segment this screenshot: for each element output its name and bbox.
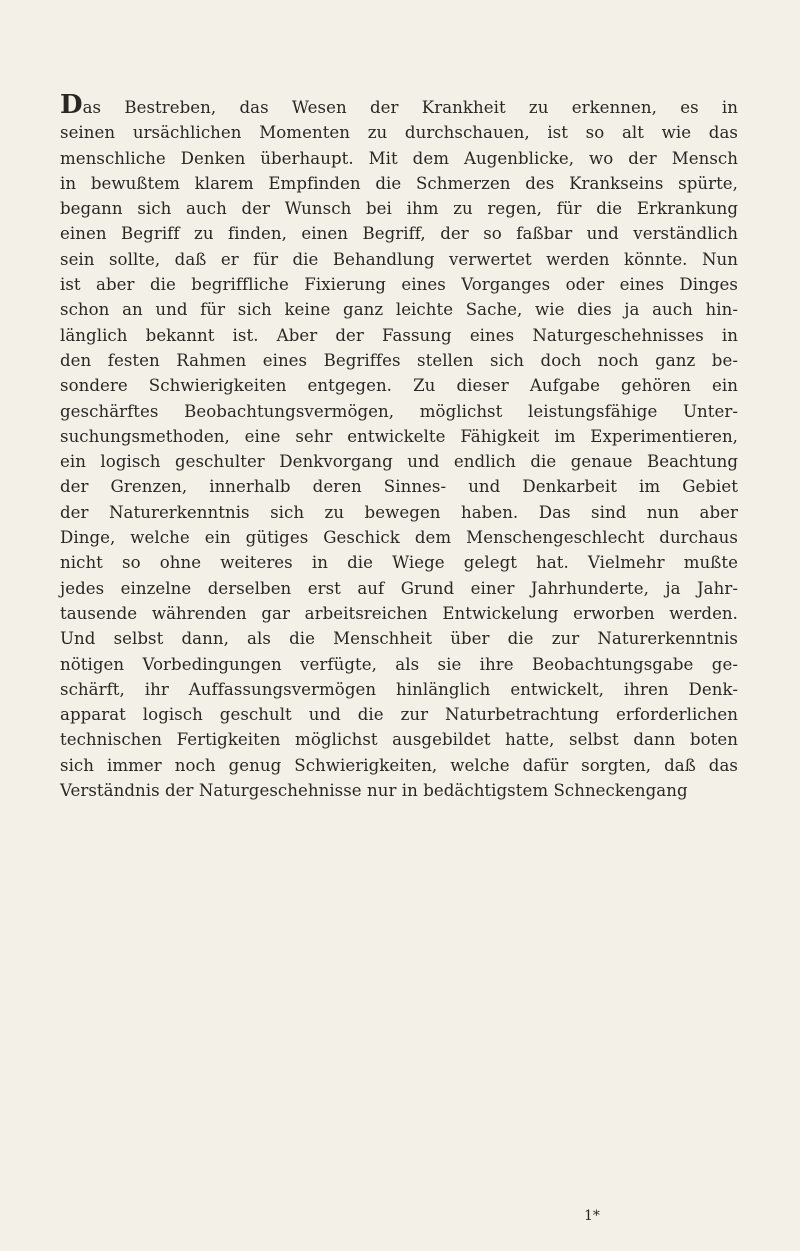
text-line: länglich bekannt ist. Aber der Fassung eines Naturgeschehnisses in: [60, 325, 738, 345]
text-line: Verständnis der Naturgeschehnisse nur in bedächtigstem Schneckengang: [60, 781, 688, 801]
text-line: der Naturerkenntnis sich zu bewegen haben. Das sind nun aber: [60, 502, 738, 522]
first-line-text: as Bestreben, das Wesen der Krankheit zu erkennen, es in: [82, 98, 738, 117]
text-line: sondere Schwierigkeiten entgegen. Zu dieser Aufgabe gehören ein: [60, 376, 738, 396]
text-line: technischen Fertigkeiten möglichst ausgebildet hatte, selbst dann boten: [60, 730, 738, 750]
body-text: [60, 90, 738, 803]
text-line: in bewußtem klarem Empfinden die Schmerzen des Krankseins spürte,: [60, 173, 738, 193]
text-line: jedes einzelne derselben erst auf Grund einer Jahrhunderte, ja Jahr-: [60, 578, 738, 598]
text-line: der Grenzen, innerhalb deren Sinnes- und Denkarbeit im Gebiet: [60, 477, 738, 497]
text-line: schärft, ihr Auffassungsvermögen hinlänglich entwickelt, ihren Denk-: [60, 679, 738, 699]
text-line: einen Begriff zu finden, einen Begriff, der so faßbar und verständlich: [60, 224, 738, 244]
text-line: Und selbst dann, als die Menschheit über die zur Naturerkenntnis: [60, 629, 738, 649]
signature-mark: 1*: [584, 1208, 600, 1224]
text-line: suchungsmethoden, eine sehr entwickelte Fähigkeit im Experimentieren,: [60, 426, 738, 446]
text-line: nicht so ohne weiteres in die Wiege gelegt hat. Vielmehr mußte: [60, 553, 738, 573]
text-line: nötigen Vorbedingungen verfügte, als sie ihre Beobachtungsgabe ge-: [60, 654, 738, 674]
drop-cap: D: [60, 90, 83, 120]
text-line: ein logisch geschulter Denkvorgang und endlich die genaue Beachtung: [60, 452, 738, 472]
text-line: geschärftes Beobachtungsvermögen, möglichst leistungsfähige Unter-: [60, 401, 738, 421]
text-line: seinen ursächlichen Momenten zu durchschauen, ist so alt wie das: [60, 123, 738, 143]
text-line: den festen Rahmen eines Begriffes stellen sich doch noch ganz be-: [60, 350, 738, 370]
text-line: menschliche Denken überhaupt. Mit dem Augenblicke, wo der Mensch: [60, 148, 738, 168]
text-line: tausende währenden gar arbeitsreichen Entwickelung erworben werden.: [60, 603, 738, 623]
text-line-first: [60, 90, 738, 120]
text-line: apparat logisch geschult und die zur Naturbetrachtung erforderlichen: [60, 705, 738, 725]
text-line: sein sollte, daß er für die Behandlung verwertet werden könnte. Nun: [60, 249, 738, 269]
text-line: begann sich auch der Wunsch bei ihm zu regen, für die Erkrankung: [60, 199, 738, 219]
text-line: Dinge, welche ein gütiges Geschick dem Menschengeschlecht durchaus: [60, 528, 738, 548]
text-line: schon an und für sich keine ganz leichte Sache, wie dies ja auch hin-: [60, 300, 738, 320]
text-line: sich immer noch genug Schwierigkeiten, welche dafür sorgten, daß das: [60, 755, 738, 775]
text-line: ist aber die begriffliche Fixierung eines Vorganges oder eines Dinges: [60, 275, 738, 295]
